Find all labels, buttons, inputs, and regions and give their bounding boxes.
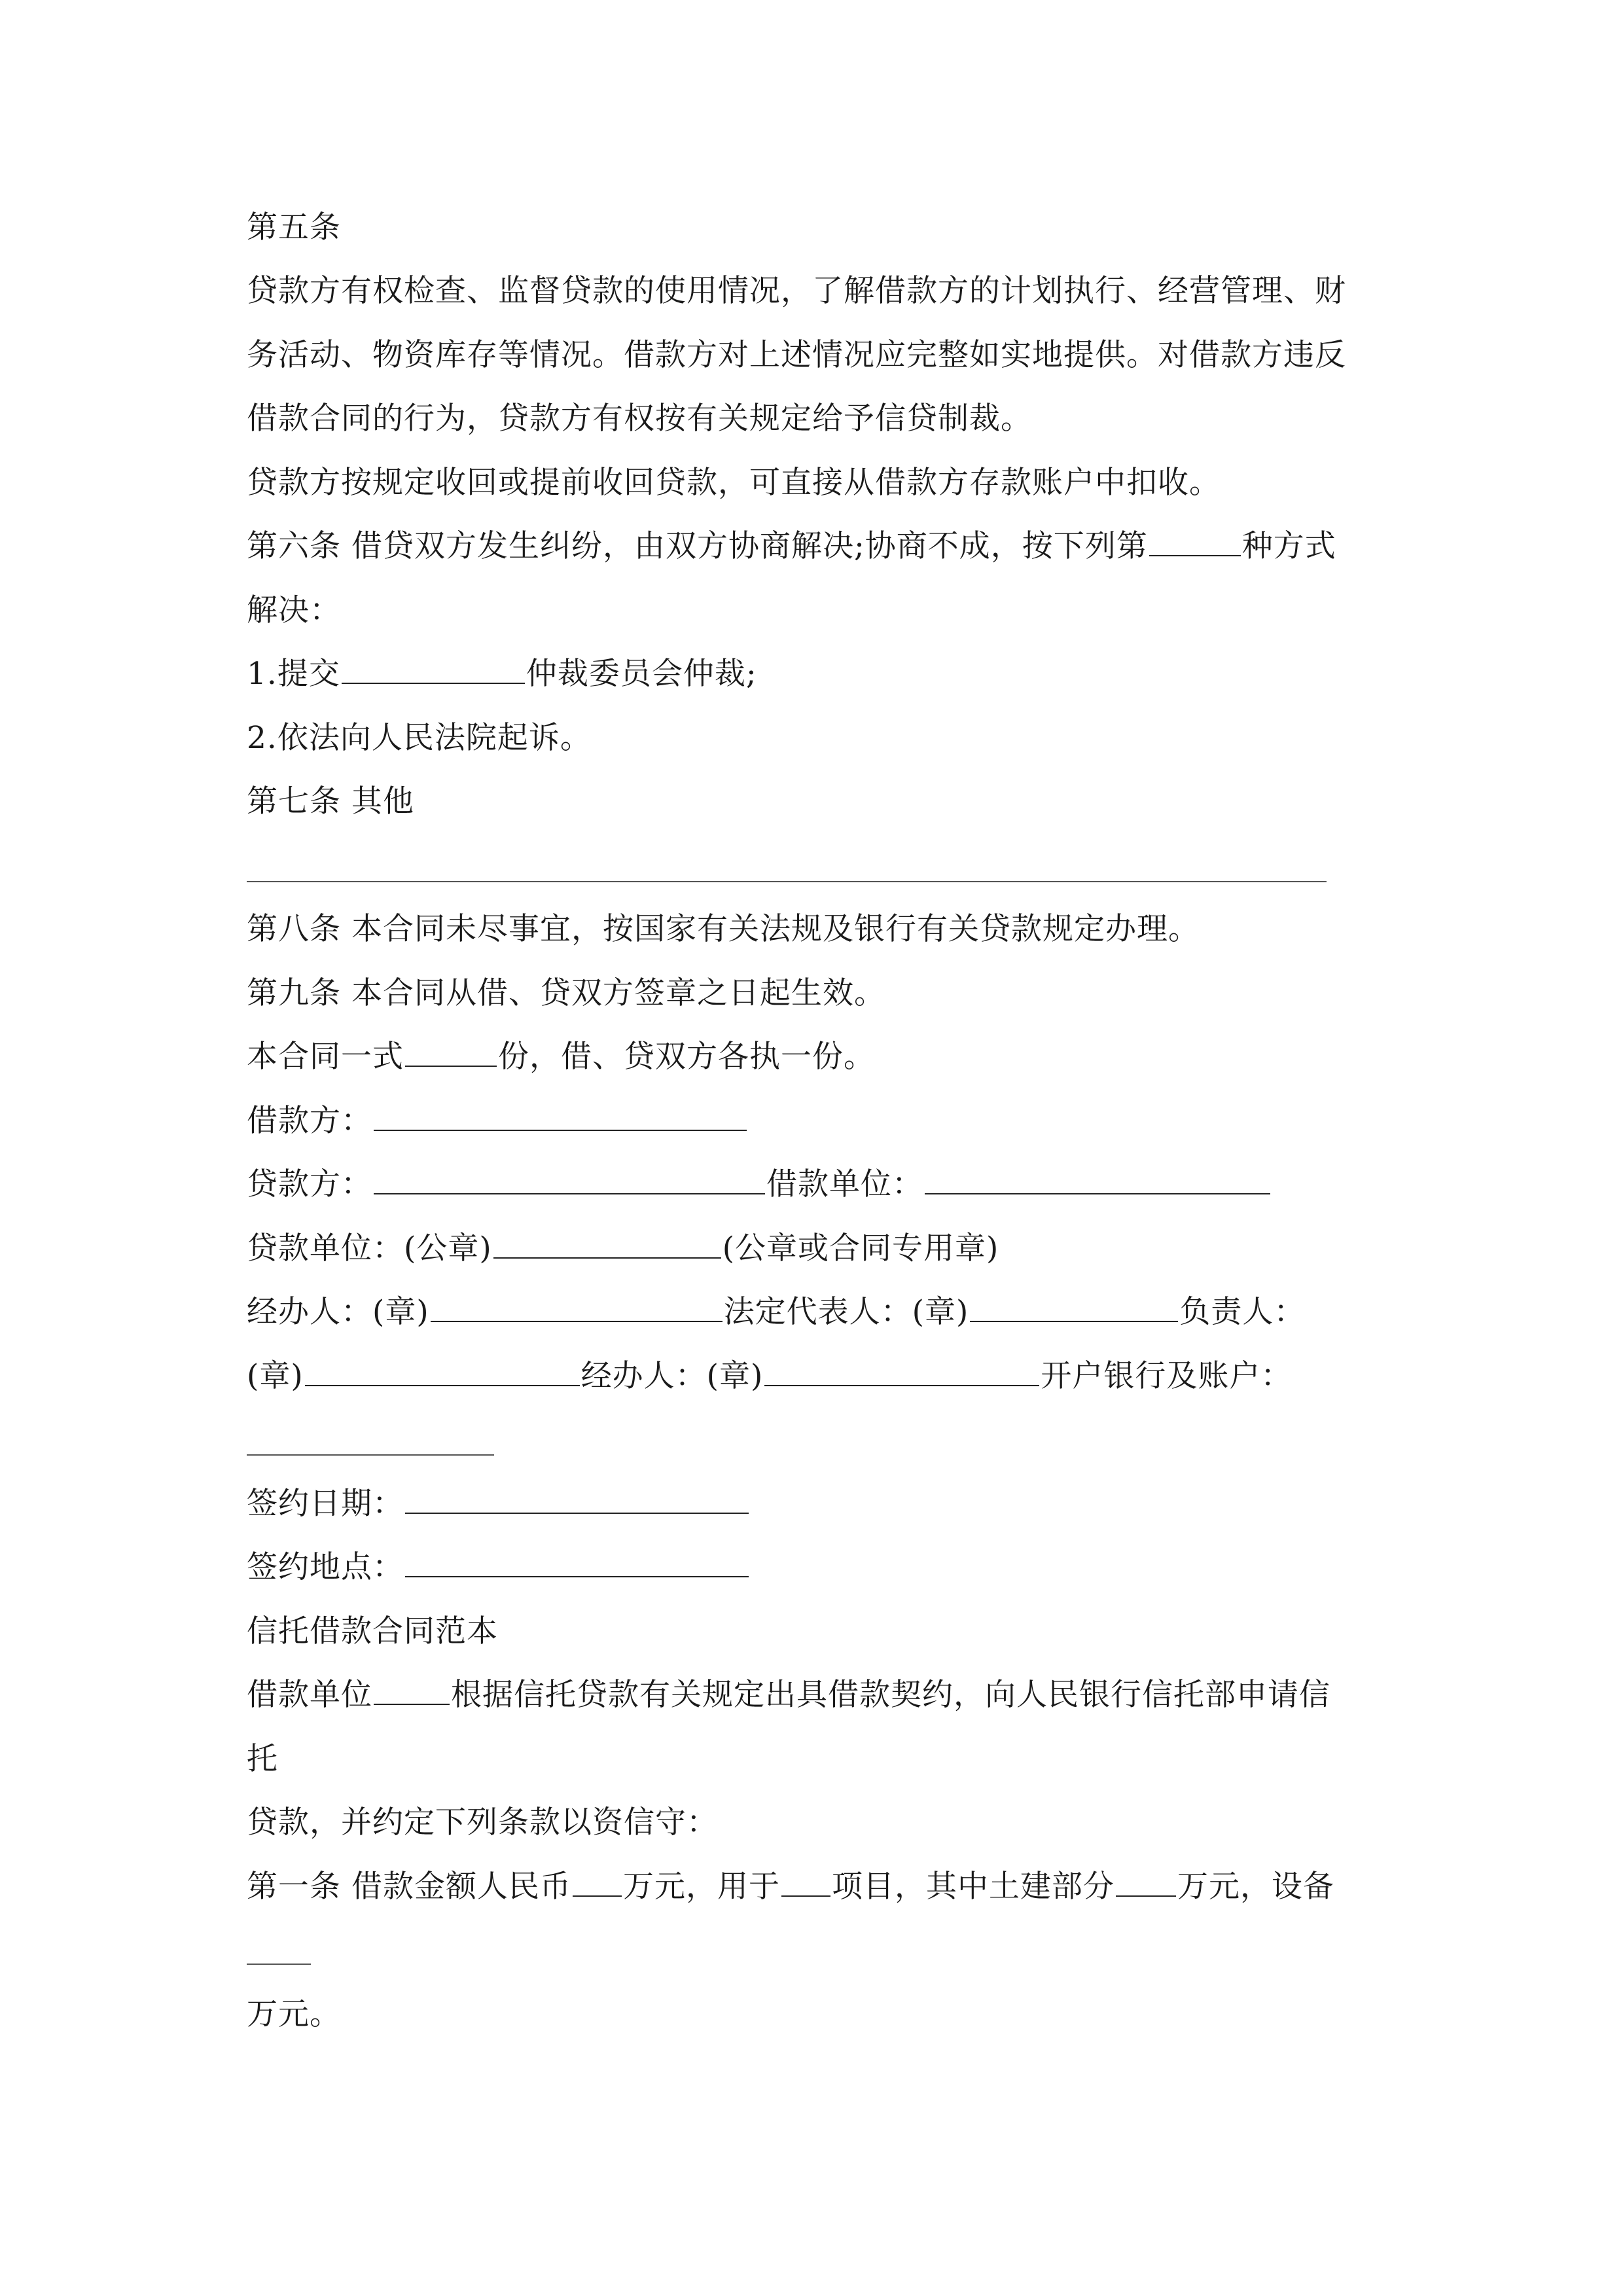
borrower-line xyxy=(247,1102,748,1141)
legal-rep-label: 法定代表人：(章) xyxy=(723,1294,969,1330)
trust-para-1 xyxy=(247,1676,1330,1715)
option-1 xyxy=(247,655,757,694)
copies-line xyxy=(247,1037,875,1077)
place-label: 签约地点： xyxy=(247,1549,404,1585)
article-5-title: 第五条 xyxy=(247,209,341,245)
lender-blank[interactable] xyxy=(374,1166,765,1194)
borrower-blank[interactable] xyxy=(374,1102,747,1131)
trust-unit-blank[interactable] xyxy=(374,1676,450,1705)
seal-line xyxy=(247,1357,1292,1396)
lender-label: 贷款方： xyxy=(247,1166,372,1202)
bank-label: 开户银行及账户： xyxy=(1041,1358,1293,1394)
handler-1-blank[interactable] xyxy=(431,1293,722,1322)
lend-unit-label: 贷款单位：(公章) xyxy=(247,1230,492,1266)
method-number-blank[interactable] xyxy=(1149,528,1241,556)
bank-account-blank[interactable] xyxy=(247,1454,494,1456)
place-line xyxy=(247,1548,750,1587)
handler-2-blank[interactable] xyxy=(764,1357,1039,1386)
trust-unit-label: 借款单位 xyxy=(247,1677,372,1713)
lend-unit-blank[interactable] xyxy=(493,1230,721,1259)
legal-rep-blank[interactable] xyxy=(970,1293,1178,1322)
copies-blank[interactable] xyxy=(405,1038,497,1067)
article-5-para-1: 贷款方有权检查、监督贷款的使用情况，了解借款方的计划执行、经营管理、财 xyxy=(247,273,1346,309)
article-6-line xyxy=(247,527,1336,566)
lender-line xyxy=(247,1165,1272,1204)
article-5-para-2: 务活动、物资库存等情况。借款方对上述情况应完整如实地提供。对借款方违反 xyxy=(247,337,1346,373)
trust-article-1-end: 万元。 xyxy=(247,1996,341,2032)
article-6-suffix: 种方式 xyxy=(1241,528,1336,564)
option-2: 2.依法向人民法院起诉。 xyxy=(247,720,592,756)
seal-note: (公章或合同专用章) xyxy=(722,1230,999,1266)
lend-unit-line xyxy=(247,1229,999,1268)
article-8: 第八条 本合同未尽事宜，按国家有关法规及银行有关贷款规定办理。 xyxy=(247,911,1200,947)
date-label: 签约日期： xyxy=(247,1486,404,1522)
date-line xyxy=(247,1484,750,1524)
handler-2-label: 经办人：(章) xyxy=(580,1358,764,1394)
civil-works-label: 项目，其中土建部分 xyxy=(831,1869,1115,1905)
article-9: 第九条 本合同从借、贷双方签章之日起生效。 xyxy=(247,975,885,1011)
borrow-unit-blank[interactable] xyxy=(925,1166,1270,1194)
amount-label: 第一条 借款金额人民币 xyxy=(247,1869,571,1905)
purpose-label: 万元，用于 xyxy=(622,1869,780,1905)
article-6-resolve: 解决： xyxy=(247,592,341,628)
article-7: 第七条 其他 xyxy=(247,783,414,819)
copies-prefix: 本合同一式 xyxy=(247,1039,404,1075)
project-blank[interactable] xyxy=(781,1868,830,1897)
place-blank[interactable] xyxy=(405,1549,749,1577)
trust-article-1 xyxy=(247,1867,1334,1907)
article-6-text: 第六条 借贷双方发生纠纷，由双方协商解决;协商不成，按下列第 xyxy=(247,528,1148,564)
article-5-para-3: 借款合同的行为，贷款方有权按有关规定给予信贷制裁。 xyxy=(247,401,1032,437)
trust-title: 信托借款合同范本 xyxy=(247,1613,498,1649)
handler-1-label: 经办人：(章) xyxy=(247,1294,429,1330)
borrower-label: 借款方： xyxy=(247,1103,372,1139)
option-1-prefix: 1.提交 xyxy=(247,656,340,692)
trust-para-1-text: 根据信托贷款有关规定出具借款契约，向人民银行信托部申请信 xyxy=(451,1677,1330,1713)
date-blank[interactable] xyxy=(405,1485,749,1514)
copies-suffix: 份，借、贷双方各执一份。 xyxy=(498,1039,875,1075)
trust-para-3: 贷款，并约定下列条款以资信守： xyxy=(247,1804,718,1840)
trust-para-2: 托 xyxy=(247,1741,278,1777)
amount-blank[interactable] xyxy=(573,1868,622,1897)
borrow-unit-label: 借款单位： xyxy=(766,1166,923,1202)
seal-label: (章) xyxy=(247,1358,304,1394)
handler-line xyxy=(247,1293,1305,1332)
equipment-blank[interactable] xyxy=(247,1964,311,1965)
responsible-label: 负责人： xyxy=(1179,1294,1306,1330)
article-5-para-4: 贷款方按规定收回或提前收回贷款，可直接从借款方存款账户中扣收。 xyxy=(247,465,1221,501)
article-7-other-line[interactable] xyxy=(247,881,1327,882)
arbitration-committee-blank[interactable] xyxy=(342,655,525,684)
equipment-label: 万元，设备 xyxy=(1177,1869,1334,1905)
responsible-blank[interactable] xyxy=(305,1357,580,1386)
civil-works-blank[interactable] xyxy=(1116,1868,1176,1897)
option-1-suffix: 仲裁委员会仲裁; xyxy=(526,656,757,692)
